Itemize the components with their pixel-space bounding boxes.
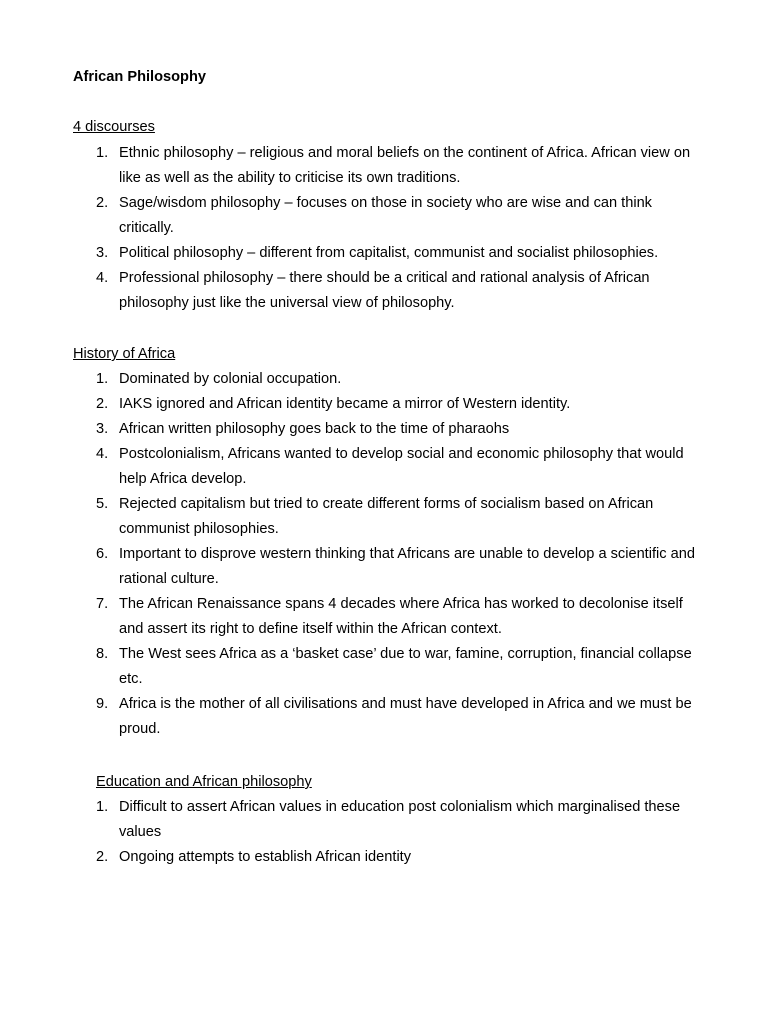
list-item-number: 6. [96, 546, 109, 562]
list-item [96, 642, 706, 692]
list-item-text: Africa is the mother of all civilisations and must have developed in Africa and we must be proud. [119, 696, 692, 737]
list-item [96, 795, 706, 845]
list-item [96, 141, 706, 191]
list-item-text: IAKS ignored and African identity became a mirror of Western identity. [119, 396, 571, 412]
list-history-of-africa [96, 367, 706, 742]
list-item-text: Rejected capitalism but tried to create different forms of socialism based on African communist philosophies. [119, 496, 654, 537]
list-item-number: 3. [96, 421, 109, 437]
list-item-number: 2. [96, 396, 109, 412]
list-item [96, 241, 706, 266]
list-item-number: 7. [96, 596, 109, 612]
list-item-number: 9. [96, 696, 109, 712]
list-item-text: Dominated by colonial occupation. [119, 371, 342, 387]
list-item-text: Important to disprove western thinking that Africans are unable to develop a scientific and rational culture. [119, 546, 695, 587]
list-item [96, 367, 706, 392]
list-item-number: 1. [96, 371, 109, 387]
list-item-text: Ethnic philosophy – religious and moral beliefs on the continent of Africa. African view on like as well as the ability to criticise its own traditions. [119, 145, 691, 186]
list-item [96, 191, 706, 241]
list-item-text: Difficult to assert African values in education post colonialism which marginalised these values [119, 799, 681, 840]
list-item [96, 592, 706, 642]
list-item-text: African written philosophy goes back to the time of pharaohs [119, 421, 510, 437]
list-item-number: 2. [96, 195, 109, 211]
list-item-text: The African Renaissance spans 4 decades where Africa has worked to decolonise itself and assert its right to define itself within the African context. [119, 596, 683, 637]
list-item [96, 392, 706, 417]
list-item-number: 3. [96, 245, 109, 261]
list-item-text: Sage/wisdom philosophy – focuses on those in society who are wise and can think critically. [119, 195, 652, 236]
section-heading-education-and-african-philosophy: Education and African philosophy [96, 774, 312, 790]
list-item [96, 442, 706, 492]
list-item-number: 2. [96, 849, 109, 865]
list-item [96, 692, 706, 742]
list-item-text: Postcolonialism, Africans wanted to develop social and economic philosophy that would help Africa develop. [119, 446, 684, 487]
list-item [96, 542, 706, 592]
list-item-number: 4. [96, 270, 109, 286]
list-item-text: Ongoing attempts to establish African identity [119, 849, 412, 865]
list-item [96, 266, 706, 316]
list-item-number: 8. [96, 646, 109, 662]
list-item-number: 1. [96, 145, 109, 161]
list-item-number: 4. [96, 446, 109, 462]
list-item [96, 845, 706, 870]
section-heading-4-discourses: 4 discourses [73, 119, 155, 135]
list-item-text: Political philosophy – different from capitalist, communist and socialist philosophies. [119, 245, 659, 261]
document-title: African Philosophy [73, 69, 206, 85]
list-item [96, 492, 706, 542]
list-education-and-african-philosophy [96, 795, 706, 870]
list-4-discourses [96, 141, 706, 316]
list-item-number: 5. [96, 496, 109, 512]
list-item-text: Professional philosophy – there should be a critical and rational analysis of African philosophy just like the universal view of philosophy. [119, 270, 650, 311]
list-item-text: The West sees Africa as a ‘basket case’ due to war, famine, corruption, financial collapse etc. [119, 646, 692, 687]
list-item [96, 417, 706, 442]
list-item-number: 1. [96, 799, 109, 815]
section-heading-history-of-africa: History of Africa [73, 346, 176, 362]
